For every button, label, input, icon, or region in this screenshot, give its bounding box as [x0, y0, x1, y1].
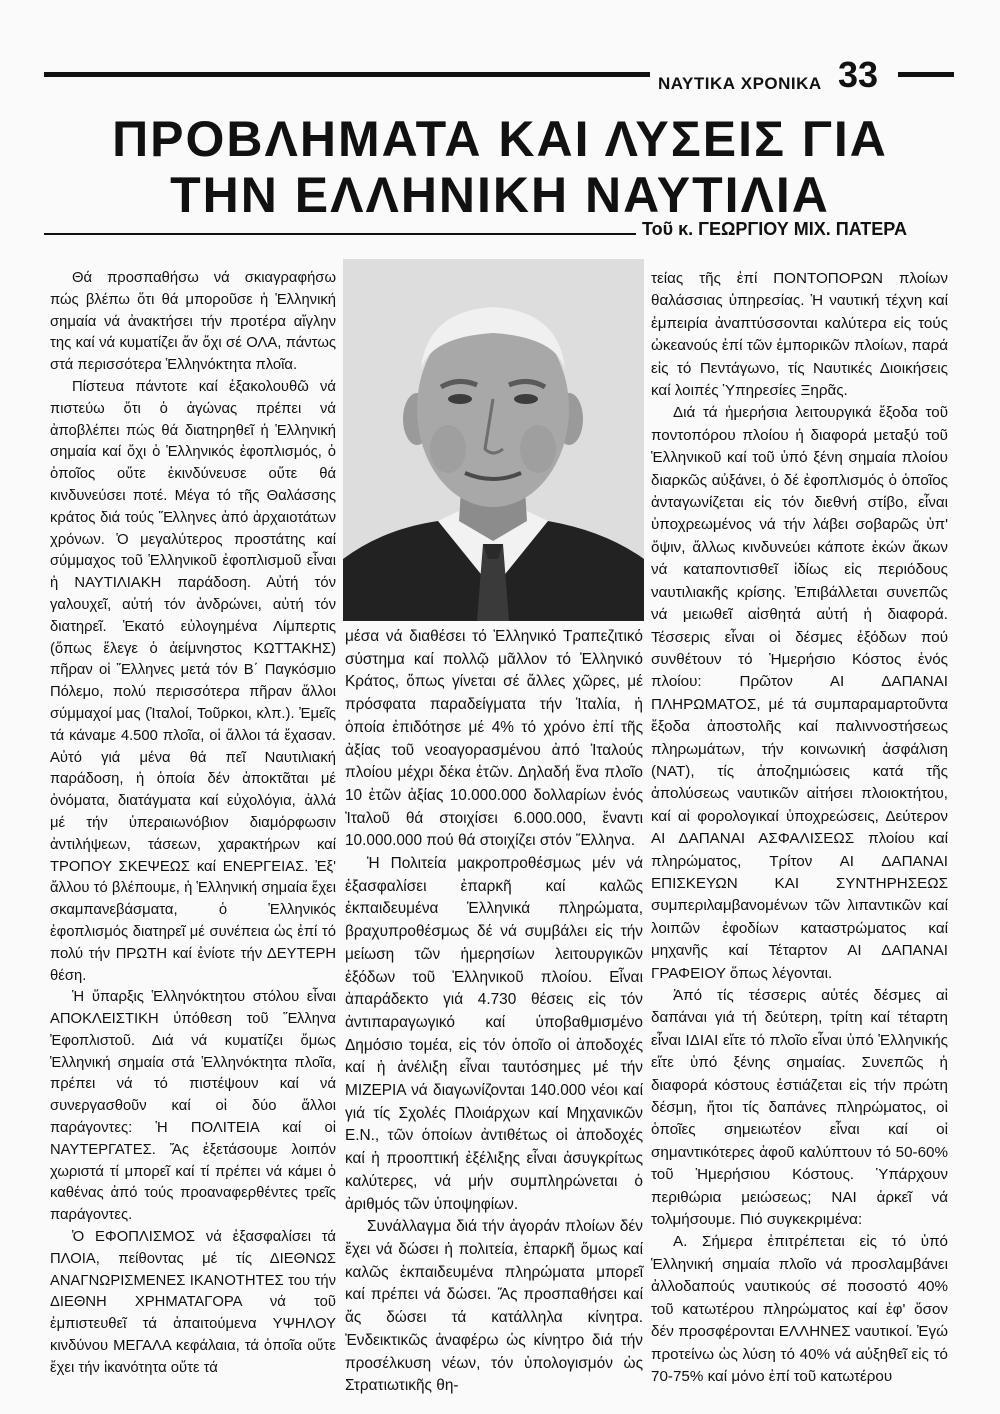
publication-name: ΝΑΥΤΙΚΑ ΧΡΟΝΙΚΑ [658, 74, 822, 93]
header-rule-right [898, 72, 954, 77]
page-number: 33 [838, 54, 879, 95]
col2-paragraph: Ἡ Πολιτεία μακροπροθέσμως μέν νά ἐξασφαλίσει ἐπαρκῆ καί καλῶς ἐκπαιδευμένα Ἑλληνικά πληρώματα, βραχυπροθέσμως δέ νά συμβάλει εἰς τήν μείωση τῶν ἡμερησίων λειτουργικῶν ἐξόδων τοῦ Ἑλληνικοῦ πλοίου. Εἶναι ἀπαράδεκτο γιά 4.730 θέσεις εἰς τόν ἀντιπαραγωγικό καί ὑποβαθμισμένο Δημόσιο τομέα, εἰς τόν ὁποῖο οἱ ἀποδοχές καί ἡ ἀνέλιξη εἶναι ταυτόσημες μέ τήν ΜΙΖΕΡΙΑ νά διαγωνίζονται 140.000 νέοι καί γιά τίς Σχολές Πλοιάρχων καί Μηχανικῶν Ε.Ν., τῶν ὁποίων ἀντιθέτως οἱ ἀποδοχές καί ἡ προοπτική ἐξέλιξης εἶναι ἀσυγκρίτως καλύτερες, νά μήν συμπληρώνεται ὁ ἀριθμός τῶν ὑποψηφίων. [345, 855, 643, 1213]
col1-paragraph: Πίστευα πάντοτε καί ἐξακολουθῶ νά πιστεύω ὅτι ὁ ἀγώνας πρέπει νά ἀποβλέπει πώς θά διατηρηθεῖ ἡ Ἑλληνική σημαία καί ὄχι ὁ Ἑλληνικός ἐφοπλισμός, ὁ ὁποῖος οὔτε ἐκινδύνευσε οὔτε θά κινδυνεύσει ποτέ. Μέγα τό τῆς Θαλάσσης κράτος διά τούς Ἕλληνες ἀπό ἀρχαιοτάτων χρόνων. Ὁ μεγαλύτερος προστάτης καί σύμμαχος τοῦ Ἑλληνικοῦ ἐφοπλισμοῦ εἶναι ἡ ΝΑΥΤΙΛΙΑΚΗ παράδοση. Αὐτή τόν γαλουχεῖ, αὐτή τόν ἀνδρώνει, αὐτή τόν διατηρεῖ. Ἑκατό εὐλογημένα Λίμπερτις (ὅπως ἔλεγε ὁ ἀείμνηστος ΚΩΤΤΑΚΗΣ) πῆραν οἱ Ἕλληνες μετά τόν Β΄ Παγκόσμιο Πόλεμο, πολύ περισσότερα πῆραν ἄλλοι σύμμαχοί μας (Ἰταλοί, Τοῦρκοι, κλπ.). Ἐμεῖς τά κάναμε 4.500 πλοῖα, οἱ ἄλλοι τά ἔχασαν. Αὐτό γιά μένα θά πεῖ Ναυτιλιακή παράδοση, ἡ ὁποία δέν ἀποκτᾶται μέ ὀνόματα, διατάγματα καί εὐχολόγια, ἀλλά μέ τήν ὑπεραιωνόβιον διαμόρφωσιν ἀντιλήψεων, τάσεων, χαρακτήρων καί ΤΡΟΠΟΥ ΣΚΕΨΕΩΣ καί ΕΝΕΡΓΕΙΑΣ. Ἐξ' ἄλλου τό βλέπουμε, ἡ Ἑλληνική σημαία ἔχει σκαμπανεβάσματα, ὁ Ἑλληνικός ἐφοπλισμός διατηρεῖ μέ συνέπεια ὡς ἐπί τό πολύ τήν ΠΡΩΤΗ καί ἐνίοτε τήν ΔΕΥΤΕΡΗ θέση. [50, 378, 336, 984]
col1-paragraph: Ὁ ΕΦΟΠΛΙΣΜΟΣ νά ἐξασφαλίσει τά ΠΛΟΙΑ, πείθοντας μέ τίς ΔΙΕΘΝΩΣ ΑΝΑΓΝΩΡΙΣΜΕΝΕΣ ΙΚΑΝΟΤΗΤΕΣ του τήν ΔΙΕΘΝΗ ΧΡΗΜΑΤΑΓΟΡΑ νά τοῦ ἐμπιστευθεῖ τά ἀπαιτούμενα ΥΨΗΛΟΥ κινδύνου ΜΕΓΑΛΑ κεφάλαια, τά ὁποῖα οὔτε ἔχει τήν ἱκανότητα οὔτε τά [50, 1229, 336, 1376]
byline: Τοῦ κ. ΓΕΩΡΓΙΟΥ ΜΙΧ. ΠΑΤΕΡΑ [642, 219, 907, 239]
col3-paragraph: τείας τῆς ἐπί ΠΟΝΤΟΠΟΡΩΝ πλοίων θαλάσσιας ὑπηρεσίας. Ἡ ναυτική τέχνη καί ἐμπειρία ἀναπτύσσονται καλύτερα εἰς τούς ὠκεανούς ἐπί τῶν ἐμπορικῶν πλοίων, παρά εἰς τό Πεντάγωνο, τίς Ναυτικές Διοικήσεις καί λοιπές Ὑπηρεσίες Ξηρᾶς. [651, 270, 948, 400]
article-column-3 [651, 268, 948, 1388]
author-photo [343, 259, 644, 621]
header-rule-left [44, 72, 650, 77]
col2-paragraph: μέσα νά διαθέσει τό Ἑλληνικό Τραπεζιτικό σύστημα καί πολλῷ μᾶλλον τό Ἑλληνικό Κράτος, ὅπως γίνεται σέ ἄλλες χῶρες, μέ πρόσφατα παραδείγματα τήν Ἰταλία, ἡ ὁποία ἐπιδότησε μέ 4% τό χρόνο ἐπί τῆς ἀξίας τοῦ νεοαγορασμένου ἀπό Ἰταλούς πλοίου μέχρι δέκα ἐτῶν. Δηλαδή ἕνα πλοῖο 10 ἐτῶν ἀξίας 10.000.000 δολλαρίων ἑνός Ἰταλοῦ θά στοιχίσει 6.000.000, ἔναντι 10.000.000 πού θά στοιχίζει στόν Ἕλληνα. [345, 628, 643, 850]
col3-paragraph: Ἀπό τίς τέσσερις αὐτές δέσμες αἱ δαπάναι γιά τή δεύτερη, τρίτη καί τέταρτη εἶναι ΙΔΙΑΙ εἴτε τό πλοῖο εἶναι ὑπό Ἑλληνικής εἴτε ὑπό ξένης σημαίας. Συνεπῶς ἡ διαφορά κόστους ἐστιάζεται εἰς τήν πρώτη δέσμη, ἤτοι τίς δαπάνες πληρώματος, οἱ ὁποῖες σημειωτέον εἶναι καί οἱ σημαντικότερες ἀφοῦ καλύπτουν τό 50-60% τοῦ Ἡμερήσιου Κόστους. Ὑπάρχουν περιθώρια μειώσεως; ΝΑΙ ἀρκεῖ νά τολμήσουμε. Πιό συγκεκριμένα: [651, 987, 948, 1229]
title-line-2: ΤΗΝ ΕΛΛΗΝΙΚΗ ΝΑΥΤΙΛΙΑ [170, 167, 830, 223]
col1-paragraph: Θά προσπαθήσω νά σκιαγραφήσω πώς βλέπω ὅτι θά μποροῦσε ἡ Ἑλληνική σημαία νά ἀνακτήσει τήν προτέρα αἴγλην της καί νά κυματίζει ἄν ὄχι σέ ΟΛΑ, πάντως στά περισσότερα Ἑλληνόκτητα πλοῖα. [50, 270, 336, 374]
col3-paragraph: Διά τά ἡμερήσια λειτουργικά ἔξοδα τοῦ ποντοπόρου πλοίου ἡ διαφορά μεταξύ τοῦ Ἑλληνικοῦ καί τοῦ ὑπό ξένη σημαία πλοίου διαρκῶς αὐξάνει, ὁ δέ ἐφοπλισμός ὁ ὁποῖος ἀνταγωνίζεται εἰς τόν διεθνή στίβο, εἶναι ὑποχρεωμένος νά τήν λάβει σοβαρῶς ὑπ' ὄψιν, ἄλλως κινδυνεύει κάποτε ἐκών ἄκων νά καταποντισθεῖ ἰδίως εἰς περιόδους ναυτιλιακῆς κρίσης. Ἐπιβάλλεται συνεπῶς νά μειωθεῖ αἰσθητά αὐτή ἡ διαφορά. Τέσσερις εἶναι οἱ δέσμες ἐξόδων πού συνθέτουν τό Ἡμερήσιο Κόστος ἑνός πλοίου: Πρῶτον ΑΙ ΔΑΠΑΝΑΙ ΠΛΗΡΩΜΑΤΟΣ, μέ τά συμπαραμαρτοῦντα ἔξοδα ἀποστολῆς καί παλιννοστήσεως πληρωμάτων, τήν κοινωνική ἀσφάλιση (ΝΑΤ), τίς ἀποζημιώσεις κατά τῆς ἀπολύσεως ναυτικῶν αἰτήσει πλοιοκτήτου, καί αἱ φορολογικαί ὑποχρεώσεις, Δεύτερον ΑΙ ΔΑΠΑΝΑΙ ΑΣΦΑΛΙΣΕΩΣ πλοίου καί πληρώματος, Τρίτον ΑΙ ΔΑΠΑΝΑΙ ΕΠΙΣΚΕΥΩΝ ΚΑΙ ΣΥΝΤΗΡΗΣΕΩΣ συμπεριλαμβανομένων τῶν λιπαντικῶν καί λοιπῶν ἐφοδίων καταστρώματος καί μηχανῆς καί Τέταρτον ΑΙ ΔΑΠΑΝΑΙ ΓΡΑΦΕΙΟΥ ὅπως λέγονται. [651, 404, 948, 982]
byline-rule [44, 233, 636, 235]
col2-paragraph: Συνάλλαγμα διά τήν ἀγοράν πλοίων δέν ἔχει νά δώσει ἡ πολιτεία, ἐπαρκῆ ὅμως καί καλῶς ἐκπαιδευμένα πληρώματα μπορεῖ καί πρέπει νά δώσει. Ἄς προσπαθήσει καί ἄς δώσει τά κατάλληλα κίνητρα. Ἐνδεικτικῶς ἀναφέρω ὡς κίνητρο διά τήν προσέλκυση νέων, τόν ὑπολογισμόν ὡς Στρατιωτικῆς θη- [345, 1218, 643, 1395]
title-line-1: ΠΡΟΒΛΗΜΑΤΑ ΚΑΙ ΛΥΣΕΙΣ ΓΙΑ [112, 111, 888, 167]
article-column-1 [50, 268, 336, 1380]
col1-paragraph: Ἡ ὕπαρξις Ἑλληνόκτητου στόλου εἶναι ΑΠΟΚΛΕΙΣΤΙΚΗ ὑπόθεση τοῦ Ἕλληνα Ἐφοπλιστοῦ. Διά νά κυματίζει ὅμως Ἑλληνική σημαία στά Ἑλληνόκτητα πλοῖα, πρέπει νά τό πιστέψουν καί νά συνεργασθοῦν καί οἱ δύο ἄλλοι παράγοντες: Ἡ ΠΟΛΙΤΕΙΑ καί οἱ ΝΑΥΤΕΡΓΑΤΕΣ. Ἄς ἐξετάσουμε λοιπόν χωριστά τί μπορεῖ καί τί πρέπει νά κάμει ὁ καθένας ἀπό τούς προαναφερθέντες τρεῖς παράγοντες. [50, 989, 336, 1224]
article-column-2 [345, 626, 643, 1398]
col3-paragraph: Α. Σήμερα ἐπιτρέπεται εἰς τό ὑπό Ἑλληνική σημαία πλοῖο νά προσλαμβάνει ἀλλοδαπούς ναυτικούς σέ ποσοστό 40% τοῦ κατωτέρου πληρώματος καί ἐφ' ὅσον δέν προσφέρονται ΕΛΛΗΝΕΣ ναυτικοί. Ἐγώ προτείνω ὡς λύση τό 40% νά αὐξηθεῖ εἰς τό 70-75% καί μόνο ἐπί τοῦ κατωτέρου [651, 1233, 948, 1385]
